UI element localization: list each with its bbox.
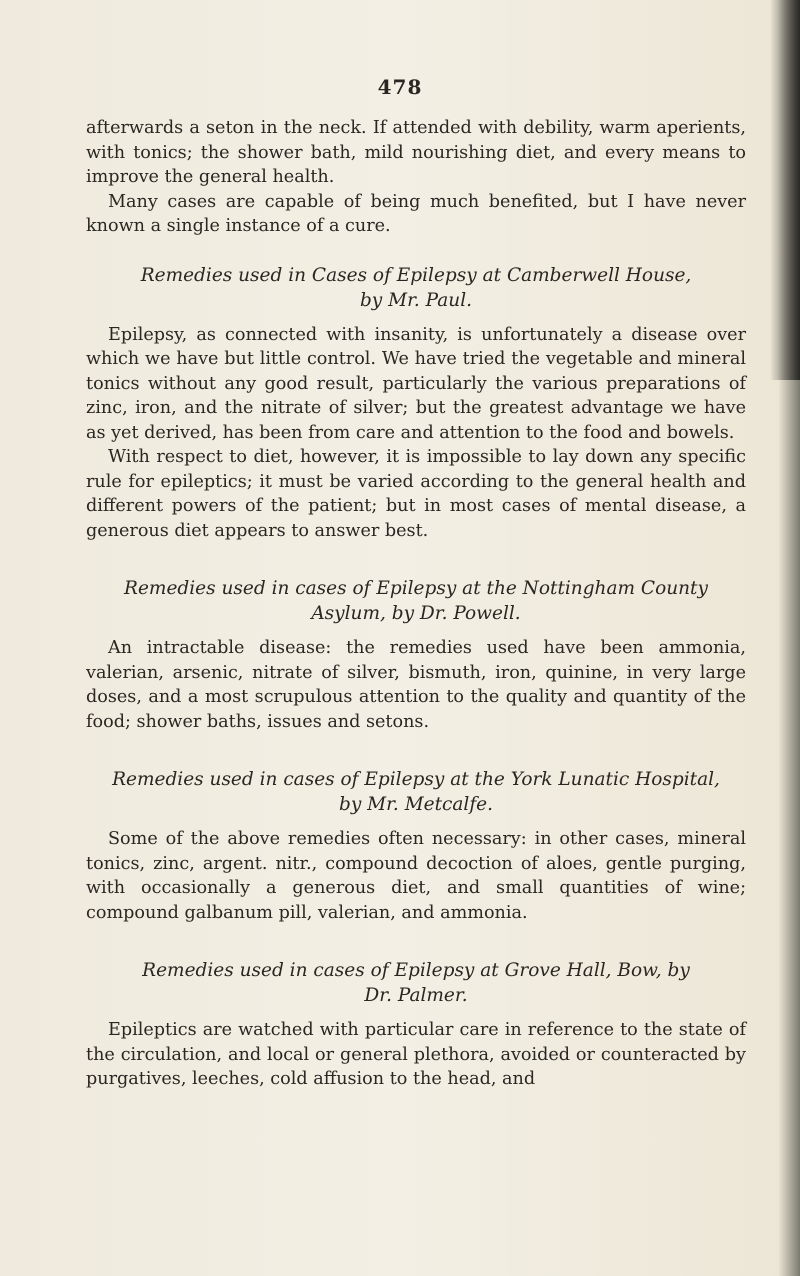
heading-line: Remedies used in Cases of Epilepsy at Camberwell House, bbox=[140, 264, 692, 286]
heading-line: Remedies used in cases of Epilepsy at the York Lunatic Hospital, bbox=[112, 769, 720, 790]
section-heading bbox=[86, 263, 746, 313]
paragraph: An intractable disease: the remedies used have been ammonia, valerian, arsenic, nitrate of silver, bismuth, iron, quinine, in very large doses, and a most scrupulous attention to the quality and quantity of the food; shower baths, issues and setons. bbox=[86, 638, 746, 732]
heading-line: by Mr. Paul. bbox=[359, 289, 473, 311]
paragraph: Epileptics are watched with particular care in reference to the state of the circulation, and local or general plethora, avoided or counteracted by purgatives, leeches, cold affusion to the head, and bbox=[86, 1020, 746, 1089]
paragraph: Some of the above remedies often necessary: in other cases, mineral tonics, zinc, argent. nitr., compound decoction of aloes, gentle purging, with occasionally a generous diet, and small quantities of wine; compound galbanum pill, valerian, and ammonia. bbox=[86, 829, 746, 923]
section-heading bbox=[86, 958, 746, 1008]
paragraph: With respect to diet, however, it is impossible to lay down any specific rule for epileptics; it must be varied according to the general health and different powers of the patient; but in most cases of mental disease, a generous diet appears to answer best. bbox=[86, 447, 746, 541]
page-edge-shadow-top bbox=[770, 0, 800, 380]
paragraph: afterwards a seton in the neck. If attended with debility, warm aperients, with tonics; the shower bath, mild nourishing diet, and every means to improve the general health. bbox=[86, 118, 746, 187]
heading-line: Dr. Palmer. bbox=[364, 985, 468, 1006]
page-body bbox=[86, 116, 746, 1092]
paragraph: Epilepsy, as connected with insanity, is unfortunately a disease over which we have but little control. We have tried the vegetable and mineral tonics without any good result, particularly the various preparations of zinc, iron, and the nitrate of silver; but the greatest advantage we have as yet derived, has been from care and attention to the food and bowels. bbox=[86, 324, 746, 443]
page-number: 478 bbox=[377, 75, 423, 99]
heading-line: Asylum, by Dr. Powell. bbox=[311, 603, 521, 624]
paragraph: Many cases are capable of being much benefited, but I have never known a single instance of a cure. bbox=[86, 191, 746, 236]
heading-line: Remedies used in cases of Epilepsy at Grove Hall, Bow, by bbox=[142, 960, 690, 981]
heading-line: by Mr. Metcalfe. bbox=[339, 794, 493, 815]
section-heading bbox=[86, 576, 746, 626]
section-heading bbox=[86, 767, 746, 817]
heading-line: Remedies used in cases of Epilepsy at the Nottingham County bbox=[124, 578, 708, 599]
